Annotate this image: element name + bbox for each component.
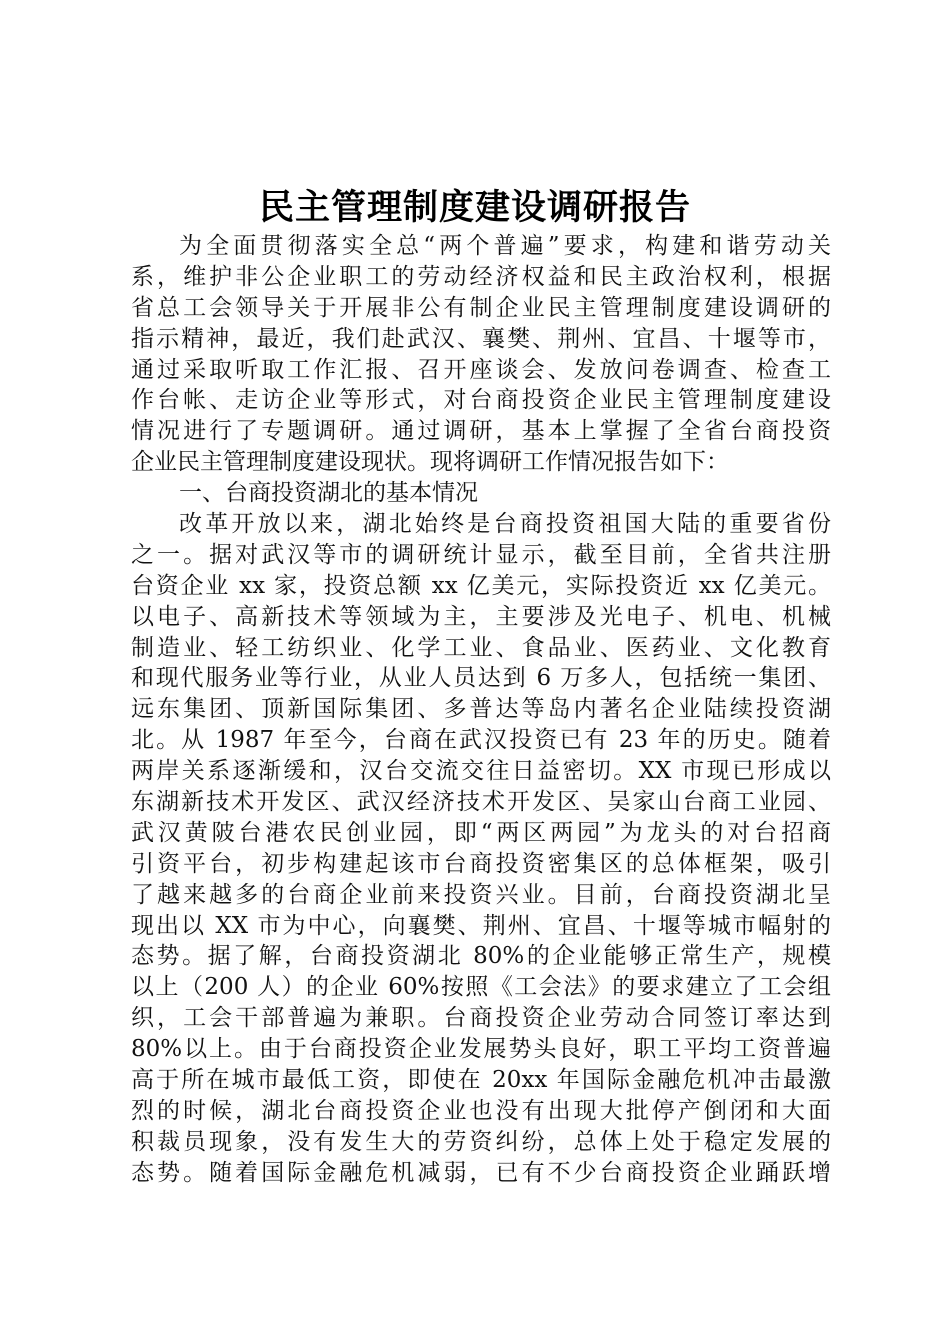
text-line: 态势。据了解，台商投资湖北 80%的企业能够正常生产，规模 bbox=[131, 943, 831, 970]
text-line: 烈的时候，湖北台商投资企业也没有出现大批停产倒闭和大面 bbox=[131, 1097, 831, 1124]
text-line: 以电子、高新技术等领域为主，主要涉及光电子、机电、机械 bbox=[131, 603, 831, 630]
text-line: 态势。随着国际金融危机减弱，已有不少台商投资企业踊跃增 bbox=[131, 1159, 831, 1186]
text-line: 北。从 1987 年至今，台商在武汉投资已有 23 年的历史。随着 bbox=[131, 727, 831, 754]
text-line: 织，工会干部普遍为兼职。台商投资企业劳动合同签订率达到 bbox=[131, 1005, 831, 1032]
text-line: 和现代服务业等行业，从业人员达到 6 万多人，包括统一集团、 bbox=[131, 665, 831, 692]
text-line: 为全面贯彻落实全总“两个普遍”要求，构建和谐劳动关 bbox=[179, 233, 831, 259]
text-line: 现出以 XX 市为中心，向襄樊、荆州、宜昌、十堰等城市幅射的 bbox=[131, 912, 831, 939]
document-title: 民主管理制度建设调研报告 bbox=[258, 187, 691, 228]
text-line: 一、台商投资湖北的基本情况 bbox=[179, 480, 478, 507]
text-line: 高于所在城市最低工资，即使在 20xx 年国际金融危机冲击最激 bbox=[131, 1067, 831, 1094]
text-line: 之一。据对武汉等市的调研统计显示，截至目前，全省共注册 bbox=[131, 541, 831, 568]
text-line: 台资企业 xx 家，投资总额 xx 亿美元，实际投资近 xx 亿美元。 bbox=[131, 572, 831, 599]
text-line: 积裁员现象，没有发生大的劳资纠纷，总体上处于稳定发展的 bbox=[131, 1128, 831, 1155]
text-line: 东湖新技术开发区、武汉经济技术开发区、吴家山台商工业园、 bbox=[131, 789, 831, 816]
text-line: 两岸关系逐渐缓和，汉台交流交往日益密切。XX 市现已形成以 bbox=[131, 758, 831, 785]
text-line: 了越来越多的台商企业前来投资兴业。目前，台商投资湖北呈 bbox=[131, 881, 831, 908]
text-line: 通过采取听取工作汇报、召开座谈会、发放问卷调查、检查工 bbox=[131, 356, 831, 383]
text-line: 制造业、轻工纺织业、化学工业、食品业、医药业、文化教育 bbox=[131, 634, 831, 661]
text-line: 80%以上。由于台商投资企业发展势头良好，职工平均工资普遍 bbox=[131, 1036, 831, 1063]
text-line: 情况进行了专题调研。通过调研，基本上掌握了全省台商投资 bbox=[131, 418, 831, 445]
document-body bbox=[131, 231, 831, 1189]
text-line: 企业民主管理制度建设现状。现将调研工作情况报告如下： bbox=[131, 449, 729, 476]
text-line: 作台帐、走访企业等形式，对台商投资企业民主管理制度建设 bbox=[131, 387, 831, 414]
text-line: 系，维护非公企业职工的劳动经济权益和民主政治权利，根据 bbox=[131, 263, 831, 290]
text-line: 武汉黄陂台港农民创业园，即“两区两园”为龙头的对台招商 bbox=[131, 819, 831, 846]
text-line: 引资平台，初步构建起该市台商投资密集区的总体框架，吸引 bbox=[131, 850, 831, 877]
text-line: 改革开放以来，湖北始终是台商投资祖国大陆的重要省份 bbox=[179, 511, 831, 538]
text-line: 省总工会领导关于开展非公有制企业民主管理制度建设调研的 bbox=[131, 294, 831, 321]
text-line: 远东集团、顶新国际集团、多普达等岛内著名企业陆续投资湖 bbox=[131, 696, 831, 723]
text-line: 指示精神，最近，我们赴武汉、襄樊、荆州、宜昌、十堰等市， bbox=[131, 325, 831, 352]
text-line: 以上（200 人）的企业 60%按照《工会法》的要求建立了工会组 bbox=[131, 974, 831, 1001]
